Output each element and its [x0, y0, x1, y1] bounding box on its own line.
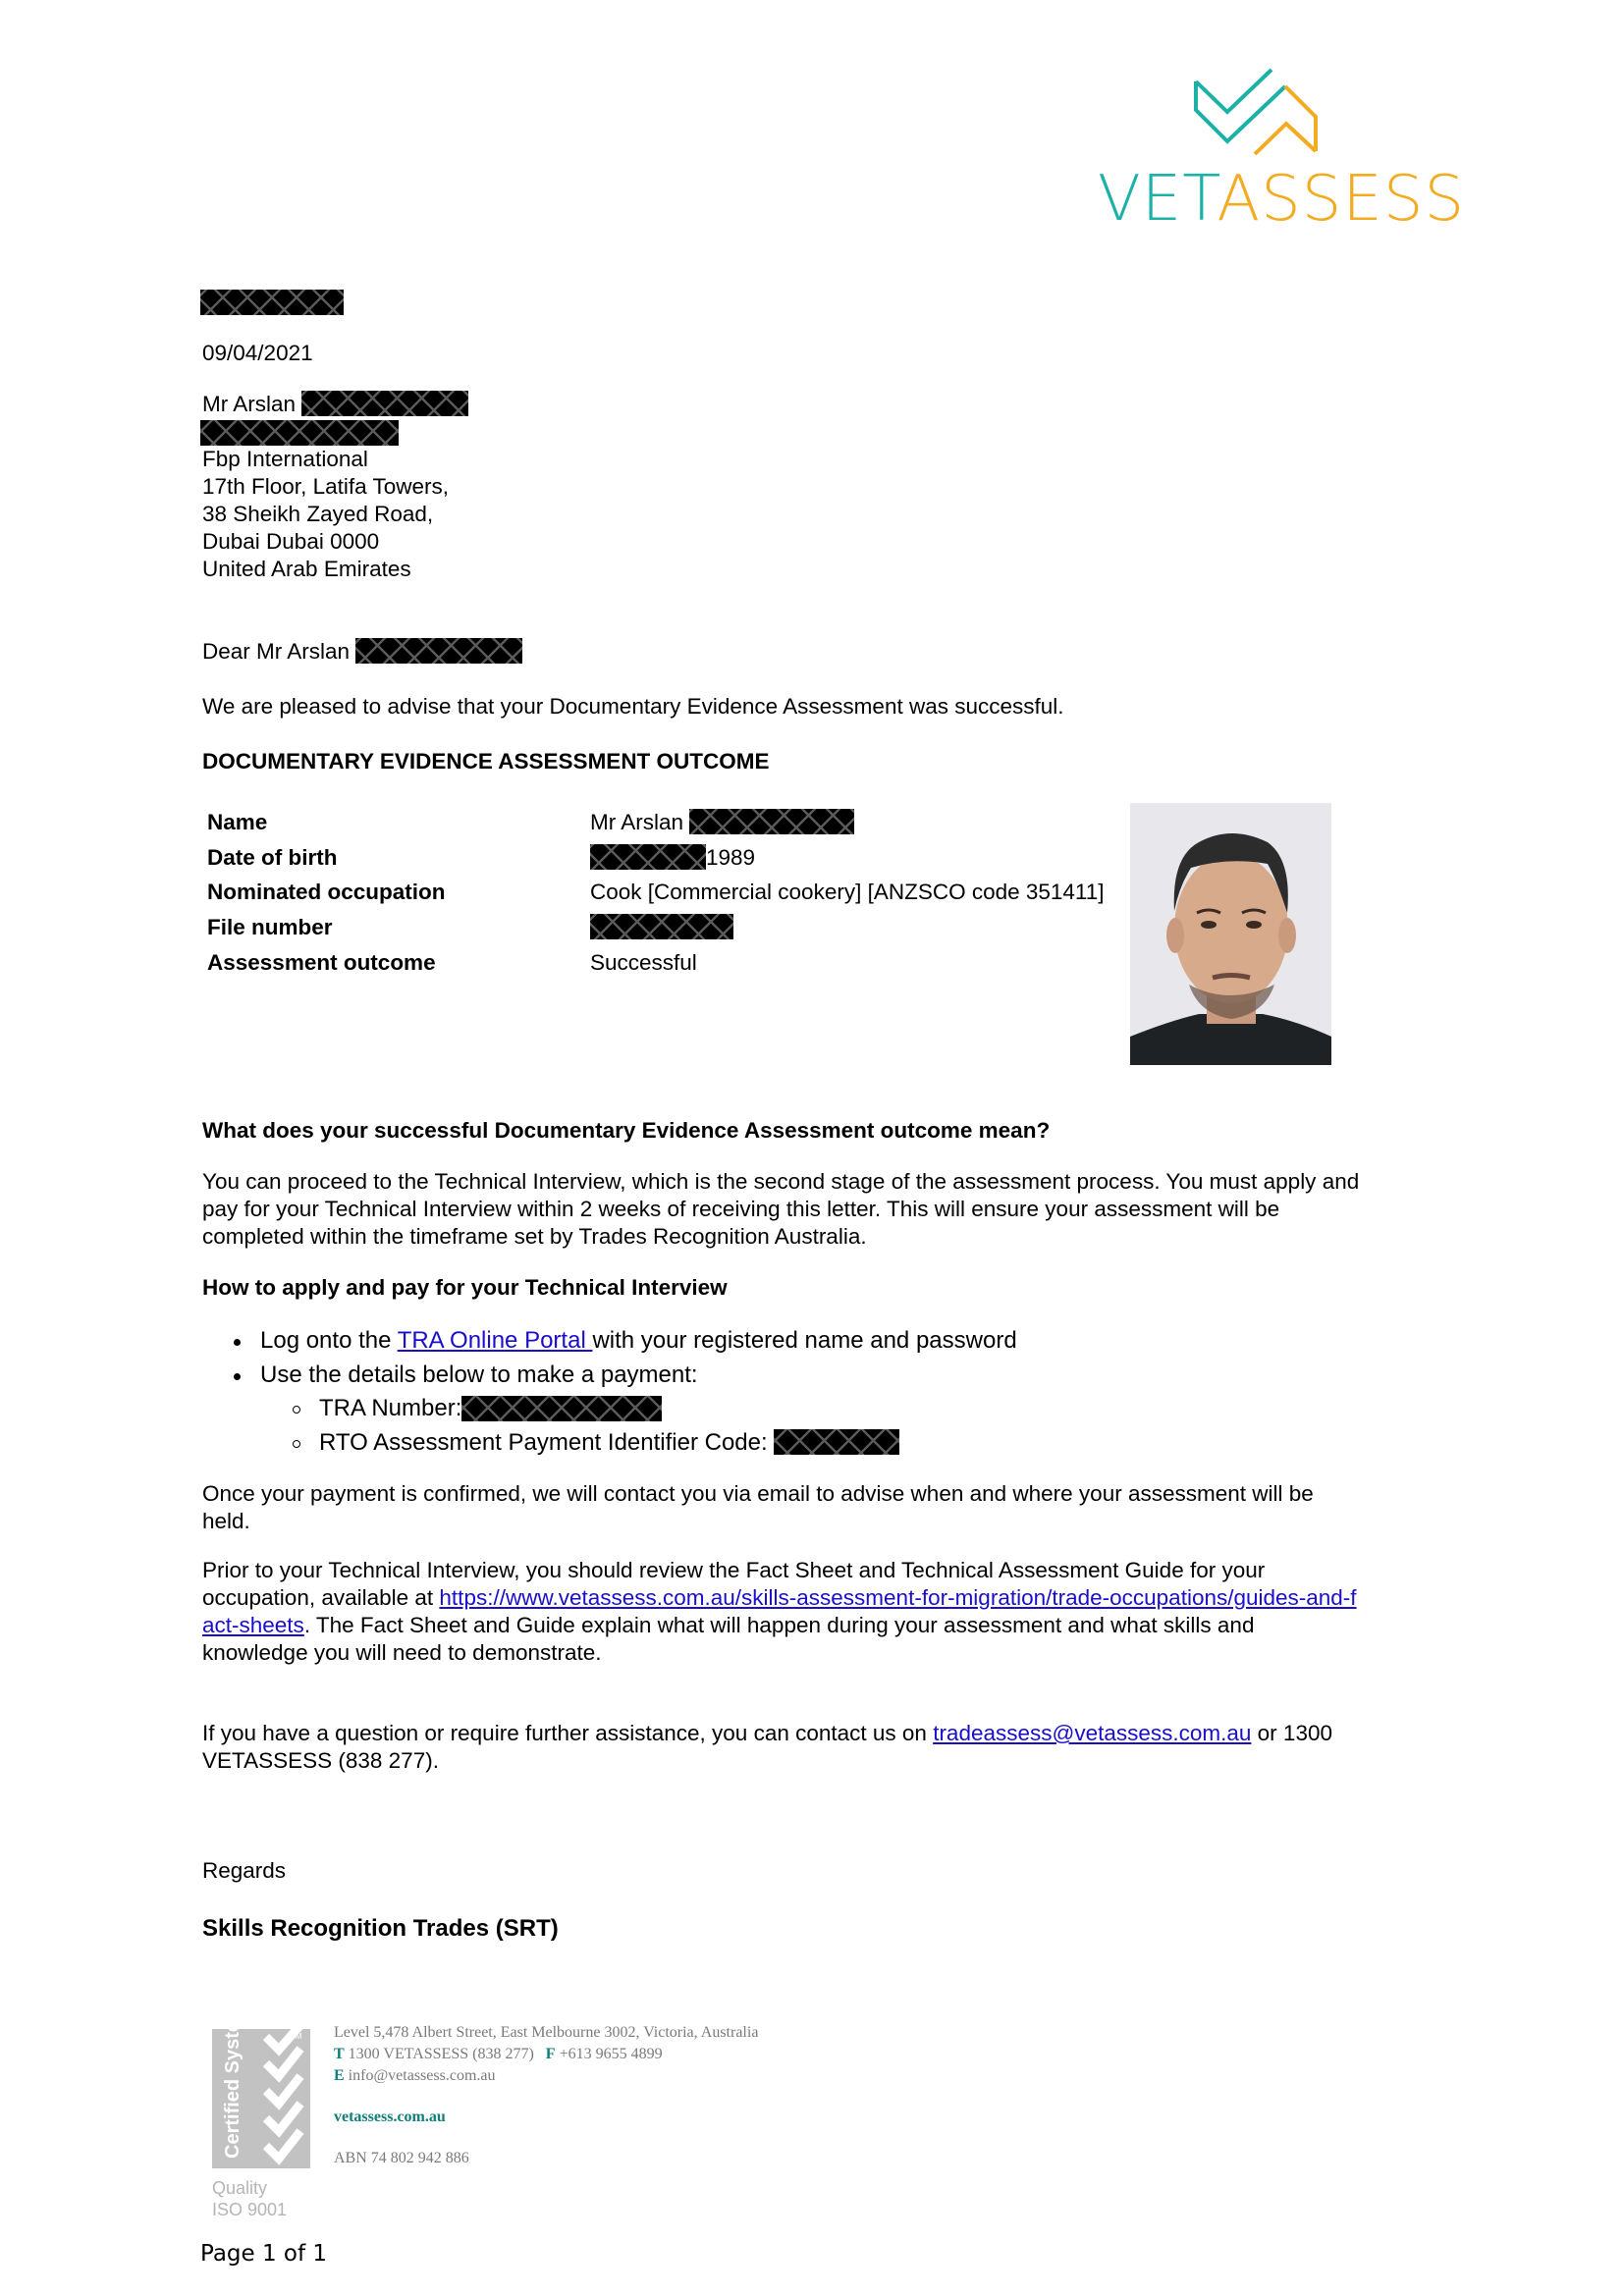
redacted-reference: [200, 290, 344, 315]
table-row: [202, 805, 1105, 840]
row-label: Nominated occupation: [207, 880, 446, 905]
table-row: [202, 840, 1105, 876]
bullet-icon: [234, 1339, 241, 1346]
letter-date: 09/04/2021: [202, 341, 313, 365]
cert-label: Certified System: [222, 2029, 243, 2159]
bullet-text: RTO Assessment Payment Identifier Code:: [319, 1428, 768, 1456]
email-label: E: [334, 2067, 345, 2084]
logo-text-vet: VET: [1098, 163, 1217, 236]
footer-email: info@vetassess.com.au: [348, 2067, 496, 2084]
payment-paragraph: Once your payment is confirmed, we will contact you via email to advise when and where your assessment will be held.: [202, 1481, 1314, 1533]
footer-fax: +613 9655 4899: [559, 2046, 663, 2062]
tradeassess-email-link[interactable]: tradeassess@vetassess.com.au: [933, 1721, 1252, 1745]
address-line: Fbp International: [202, 447, 368, 471]
bullet-text: with your registered name and password: [592, 1327, 1017, 1354]
outcome-table: [202, 805, 1105, 980]
list-item: [260, 1359, 1242, 1393]
page-indicator: Page 1 of 1: [200, 2241, 328, 2267]
sub-bullet-icon: [293, 1406, 300, 1414]
redacted-birth-date: [590, 844, 706, 870]
row-value: Cook [Commercial cookery] [ANZSCO code 351411]: [590, 880, 1105, 905]
row-label: Assessment outcome: [207, 949, 436, 975]
paragraph-text: or 1300 VETASSESS (838 277).: [202, 1721, 1332, 1773]
bullet-icon: [234, 1373, 241, 1380]
logo-text-assess: ASSESS: [1217, 163, 1466, 236]
outcome-heading: DOCUMENTARY EVIDENCE ASSESSMENT OUTCOME: [202, 749, 770, 774]
address-line: Dubai Dubai 0000: [202, 529, 380, 554]
fax-label: F: [545, 2046, 556, 2062]
salutation-text: Dear Mr Arslan: [202, 639, 351, 664]
logo-mark-icon: [1186, 65, 1324, 158]
row-label: Name: [207, 809, 268, 834]
quality-label: Quality: [212, 2178, 268, 2198]
redacted-file-number: [590, 914, 733, 939]
regards-text: Regards: [202, 1858, 287, 1883]
row-value: 1989: [706, 844, 756, 870]
table-row: [202, 910, 1105, 945]
address-line: 17th Floor, Latifa Towers,: [202, 474, 449, 499]
footer-contact-block: [334, 2022, 923, 2169]
guides-fact-sheets-link[interactable]: https://www.vetassess.com.au/skills-assessment-for-migration/trade-occupations/guides-and-fact-sheets: [202, 1585, 1357, 1637]
meaning-paragraph: You can proceed to the Technical Interview, which is the second stage of the assessment process. You must apply and pay for your Technical Interview within 2 weeks of receiving this letter. This will ensure your assessment will be completed within the timeframe set by Trades Recognition Australia.: [202, 1169, 1360, 1249]
row-label: Date of birth: [207, 844, 338, 870]
prior-paragraph: [202, 1557, 1361, 1667]
list-item: [319, 1426, 1242, 1461]
iso-certification-badge: [212, 2029, 310, 2219]
apply-heading: How to apply and pay for your Technical Interview: [202, 1275, 728, 1300]
list-item: [319, 1392, 1242, 1426]
paragraph-text: . The Fact Sheet and Guide explain what will happen during your assessment and what skills and knowledge you will need to demonstrate.: [202, 1613, 1255, 1665]
row-value: Mr Arslan: [590, 809, 684, 834]
footer-phone: 1300 VETASSESS (838 277): [348, 2046, 534, 2062]
signoff-text: Skills Recognition Trades (SRT): [202, 1915, 559, 1942]
table-row: [202, 945, 1105, 981]
list-item: [260, 1324, 1242, 1359]
redacted-surname: [355, 638, 522, 664]
salutation: [202, 638, 522, 666]
address-line: 38 Sheikh Zayed Road,: [202, 502, 434, 526]
row-value: Successful: [590, 949, 697, 975]
contact-paragraph: [202, 1720, 1371, 1775]
redacted-surname: [689, 809, 854, 834]
redacted-surname: [301, 391, 468, 416]
tra-online-portal-link[interactable]: TRA Online Portal: [397, 1327, 593, 1354]
bullet-text: Use the details below to make a payment:: [260, 1361, 698, 1388]
intro-paragraph: We are pleased to advise that your Documentary Evidence Assessment was successful.: [202, 694, 1064, 719]
paragraph-text: Prior to your Technical Interview, you should review the Fact Sheet and Technical Assessment Guide for your occupation, available at: [202, 1558, 1266, 1610]
person-portrait-icon: [1130, 803, 1331, 1065]
redacted-tra-number: [461, 1396, 662, 1421]
meaning-heading: What does your successful Documentary Evidence Assessment outcome mean?: [202, 1118, 1051, 1143]
bullet-text: Log onto the: [260, 1327, 398, 1354]
vetassess-logo: [1098, 65, 1466, 236]
footer-website[interactable]: vetassess.com.au: [334, 2109, 446, 2125]
row-label: File number: [207, 914, 333, 939]
address-line: United Arab Emirates: [202, 557, 411, 581]
paragraph-text: If you have a question or require further assistance, you can contact us on: [202, 1721, 934, 1745]
redacted-payment-code: [774, 1429, 899, 1455]
bullet-text: TRA Number:: [319, 1395, 462, 1421]
phone-label: T: [334, 2046, 345, 2062]
recipient-block: [202, 391, 890, 583]
footer-address: Level 5,478 Albert Street, East Melbourne 3002, Victoria, Australia: [334, 2024, 759, 2041]
footer-abn: ABN 74 802 942 886: [334, 2150, 469, 2166]
redacted-recipient-line: [200, 420, 399, 446]
iso-label: ISO 9001: [212, 2200, 288, 2219]
certified-system-checkmarks-icon: [212, 2029, 310, 2168]
applicant-photo: [1130, 803, 1331, 1065]
recipient-name: Mr Arslan: [202, 392, 297, 416]
trademark-label: TM: [291, 2032, 302, 2041]
sub-bullet-icon: [293, 1440, 300, 1448]
table-row: [202, 875, 1105, 910]
apply-steps-list: [260, 1324, 1242, 1460]
